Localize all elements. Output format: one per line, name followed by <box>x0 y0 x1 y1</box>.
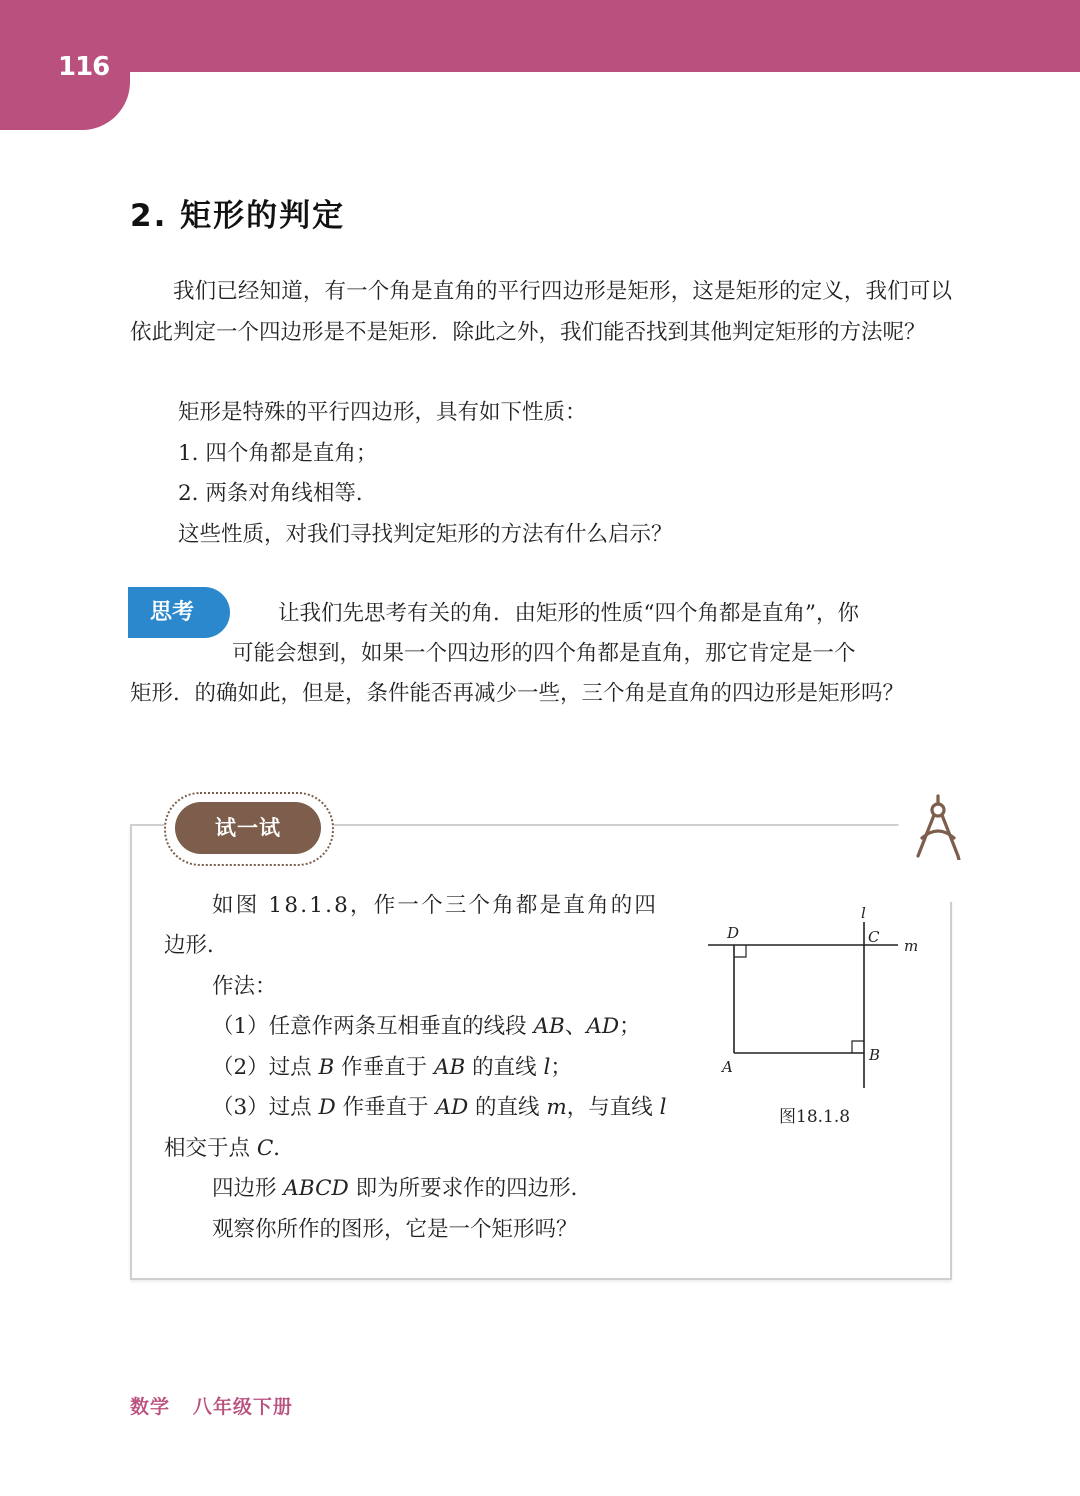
section-title: 2. 矩形的判定 <box>130 198 346 234</box>
label-C: C <box>868 928 880 946</box>
properties-intro: 矩形是特殊的平行四边形，具有如下性质： <box>178 400 587 425</box>
compass-icon <box>912 794 964 860</box>
try-line-1: 如图 18.1.8，作一个三个角都是直角的四 <box>212 893 659 918</box>
observe-question: 观察你所作的图形，它是一个矩形吗？ <box>212 1217 578 1242</box>
header-bar <box>0 0 1080 72</box>
property-item-1: 1. 四个角都是直角； <box>178 441 378 466</box>
think-text-line-2: 可能会想到，如果一个四边形的四个角都是直角，那它肯定是一个 <box>232 641 856 666</box>
try-box-right-border <box>950 880 952 1280</box>
try-badge: 试一试 <box>175 802 321 854</box>
footer-book-title: 数学 八年级下册 <box>130 1396 293 1418</box>
think-text-rest: 矩形．的确如此，但是，条件能否再减少一些，三个角是直角的四边形是矩形吗？ <box>130 681 905 706</box>
label-A: A <box>722 1058 733 1076</box>
intro-paragraph: 我们已经知道，有一个角是直角的平行四边形是矩形，这是矩形的定义，我们可以依此判定一个四边形是不是矩形．除此之外，我们能否找到其他判定矩形的方法呢？ <box>130 279 952 345</box>
method-result: 四边形 ABCD 即为所要求作的四边形． <box>212 1176 593 1201</box>
figure-caption: 图18.1.8 <box>779 1107 851 1127</box>
method-label: 作法： <box>212 974 277 999</box>
try-line-2: 边形． <box>164 933 229 958</box>
rectangle-construction-figure <box>700 896 930 1096</box>
right-angle-D <box>734 945 746 957</box>
label-l: l <box>861 904 866 922</box>
label-m: m <box>904 937 919 955</box>
right-angle-B <box>852 1041 864 1053</box>
label-D: D <box>727 924 740 942</box>
think-badge: 思考 <box>128 587 230 638</box>
think-text-line-1: 让我们先思考有关的角．由矩形的性质“四个角都是直角”，你 <box>278 601 859 626</box>
page-number: 116 <box>58 52 110 82</box>
method-step-2: （2）过点 B 作垂直于 AB 的直线 l； <box>212 1055 572 1080</box>
property-item-2: 2. 两条对角线相等． <box>178 481 378 506</box>
method-step-3-cont: 相交于点 C． <box>164 1136 295 1161</box>
hint-question: 这些性质，对我们寻找判定矩形的方法有什么启示？ <box>178 522 673 547</box>
label-B: B <box>869 1046 881 1064</box>
method-step-3: （3）过点 D 作垂直于 AD 的直线 m，与直线 l <box>212 1095 667 1120</box>
method-step-1: （1）任意作两条互相垂直的线段 AB、AD； <box>212 1014 641 1039</box>
